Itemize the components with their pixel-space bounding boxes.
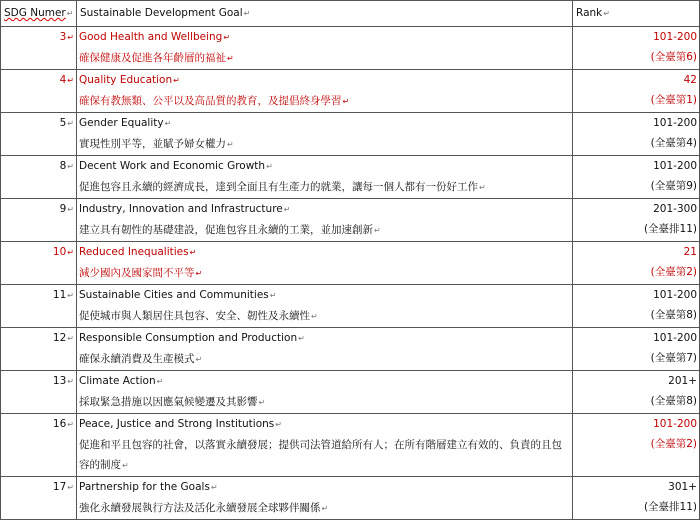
sdg-number-cell: 10↵ [1, 242, 77, 285]
rank-cell [573, 27, 700, 70]
sdg-number-cell: 17↵ [1, 477, 77, 520]
sdg-number-cell: 5↵ [1, 113, 77, 156]
sdg-number: 11 [52, 289, 67, 301]
rank-note: (全臺排11) [643, 223, 697, 235]
goal-title-en: Sustainable Cities and Communities [79, 289, 269, 301]
goal-title-zh: 促進包容且永續的經濟成長，達到全面且有生產力的就業，讓每一個人都有一份好工作 [79, 181, 478, 193]
table-row [1, 414, 700, 477]
sdg-number-cell: 13↵ [1, 371, 77, 414]
goal-title-en: Good Health and Wellbeing [79, 31, 223, 43]
goal-cell: Sustainable Cities and Communities↵ 促使城市與人類居住具包容、安全、韌性及永續性↵ [77, 285, 573, 328]
sdg-number-cell: 4↵ [1, 70, 77, 113]
goal-title-en: Industry, Innovation and Infrastructure [79, 203, 283, 215]
sdg-number-cell: 8↵ [1, 156, 77, 199]
goal-cell: Good Health and Wellbeing↵ 確保健康及促進各年齡層的福祉↵ [77, 27, 573, 70]
sdg-number: 9 [59, 203, 67, 215]
rank-value: 21 [683, 246, 697, 258]
goal-cell: Quality Education↵ 確保有教無類、公平以及高品質的教育，及提倡終身學習↵ [77, 70, 573, 113]
rank-cell [573, 285, 700, 328]
table-row [1, 70, 700, 113]
goal-cell: Climate Action↵ 採取緊急措施以因應氣候變遷及其影響↵ [77, 371, 573, 414]
rank-value: 101-200 [653, 117, 697, 129]
sdg-number: 13 [52, 375, 67, 387]
goal-title-en: Partnership for the Goals [79, 481, 210, 493]
goal-cell: Responsible Consumption and Production↵ 確保永續消費及生產模式↵ [77, 328, 573, 371]
goal-title-zh: 強化永續發展執行方法及活化永續發展全球夥伴關係 [79, 502, 321, 514]
sdg-number: 8 [59, 160, 67, 172]
goal-title-en: Quality Education [79, 74, 173, 86]
goal-cell: Peace, Justice and Strong Institutions↵ 促進和平且包容的社會，以落實永續發展；提供司法管道給所有人；在所有階層建立有效的、負責的且包容的制度↵ [77, 414, 573, 477]
sdg-number-cell: 11↵ [1, 285, 77, 328]
rank-cell [573, 70, 700, 113]
goal-title-zh: 建立具有韌性的基礎建設，促進包容且永續的工業，並加速創新 [79, 224, 373, 236]
rank-cell [573, 113, 700, 156]
rank-value: 101-200 [653, 418, 697, 430]
rank-cell [573, 414, 700, 477]
sdg-number-cell: 3↵ [1, 27, 77, 70]
sdg-number: 16 [52, 418, 67, 430]
goal-title-en: Climate Action [79, 375, 156, 387]
rank-note: (全臺第8) [650, 309, 697, 321]
goal-title-en: Reduced Inequalities [79, 246, 189, 258]
goal-title-zh: 採取緊急措施以因應氣候變遷及其影響 [79, 396, 258, 408]
table-row [1, 199, 700, 242]
rank-cell [573, 199, 700, 242]
rank-note: (全臺第2) [650, 266, 697, 278]
rank-note: (全臺第6) [650, 51, 697, 63]
table-row [1, 113, 700, 156]
table-row [1, 477, 700, 520]
sdg-number: 3 [59, 31, 67, 43]
rank-note: (全臺第4) [650, 137, 697, 149]
goal-title-zh: 減少國內及國家間不平等 [79, 267, 195, 279]
rank-note: (全臺第1) [650, 94, 697, 106]
header-goal: Sustainable Development Goal↵ [77, 1, 573, 27]
rank-cell [573, 371, 700, 414]
rank-cell [573, 156, 700, 199]
goal-title-en: Peace, Justice and Strong Institutions [79, 418, 275, 430]
goal-cell: Partnership for the Goals↵ 強化永續發展執行方法及活化永續發展全球夥伴關係↵ [77, 477, 573, 520]
table-row [1, 242, 700, 285]
rank-value: 201-300 [653, 203, 697, 215]
goal-title-zh: 確保有教無類、公平以及高品質的教育，及提倡終身學習 [79, 95, 342, 107]
rank-value: 101-200 [653, 332, 697, 344]
goal-title-zh: 確保健康及促進各年齡層的福祉 [79, 52, 226, 64]
rank-value: 101-200 [653, 289, 697, 301]
rank-note: (全臺第2) [650, 438, 697, 450]
rank-value: 301+ [668, 481, 697, 493]
goal-title-zh: 促使城市與人類居住具包容、安全、韌性及永續性 [79, 310, 310, 322]
rank-cell [573, 242, 700, 285]
sdg-number: 17 [52, 481, 67, 493]
table-row [1, 156, 700, 199]
rank-cell [573, 328, 700, 371]
rank-value: 101-200 [653, 160, 697, 172]
sdg-number: 12 [52, 332, 67, 344]
table-row [1, 27, 700, 70]
sdg-number: 10 [52, 246, 67, 258]
header-rank: Rank↵ [573, 1, 700, 27]
goal-title-zh: 促進和平且包容的社會，以落實永續發展；提供司法管道給所有人；在所有階層建立有效的、負責的且包容的制度 [79, 439, 562, 471]
goal-title-en: Decent Work and Economic Growth [79, 160, 266, 172]
table-row [1, 328, 700, 371]
goal-cell: Gender Equality↵ 實現性別平等，並賦予婦女權力↵ [77, 113, 573, 156]
sdg-number: 5 [59, 117, 67, 129]
sdg-number: 4 [59, 74, 67, 86]
rank-note: (全臺第9) [650, 180, 697, 192]
rank-cell [573, 477, 700, 520]
goal-cell: Industry, Innovation and Infrastructure↵ 建立具有韌性的基礎建設，促進包容且永續的工業，並加速創新↵ [77, 199, 573, 242]
rank-note: (全臺第8) [650, 395, 697, 407]
table-row [1, 371, 700, 414]
table-header-row [1, 1, 700, 27]
rank-value: 101-200 [653, 31, 697, 43]
goal-cell: Decent Work and Economic Growth↵ 促進包容且永續的經濟成長，達到全面且有生產力的就業，讓每一個人都有一份好工作↵ [77, 156, 573, 199]
table-row [1, 285, 700, 328]
goal-title-en: Gender Equality [79, 117, 164, 129]
goal-title-zh: 實現性別平等，並賦予婦女權力 [79, 138, 226, 150]
sdg-number-cell: 9↵ [1, 199, 77, 242]
sdg-number-cell: 12↵ [1, 328, 77, 371]
goal-title-zh: 確保永續消費及生產模式 [79, 353, 195, 365]
header-sdg-number: SDG Numer↵ [1, 1, 77, 27]
rank-note: (全臺排11) [643, 501, 697, 513]
sdg-number-cell: 16↵ [1, 414, 77, 477]
rank-note: (全臺第7) [650, 352, 697, 364]
rank-value: 201+ [668, 375, 697, 387]
rank-value: 42 [683, 74, 697, 86]
goal-title-en: Responsible Consumption and Production [79, 332, 298, 344]
goal-cell: Reduced Inequalities↵ 減少國內及國家間不平等↵ [77, 242, 573, 285]
